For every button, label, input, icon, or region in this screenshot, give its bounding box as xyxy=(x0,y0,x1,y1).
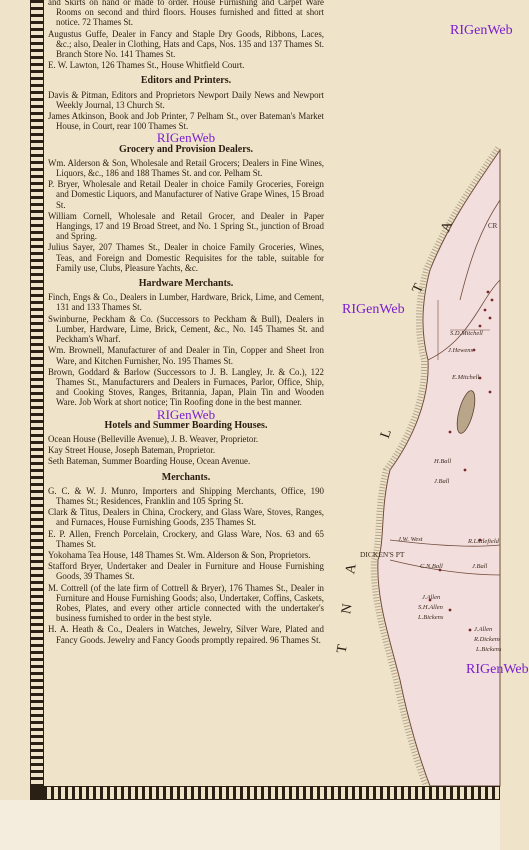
map-label: J.Hewens xyxy=(448,347,474,354)
section-continued xyxy=(48,0,324,70)
map-label: E.Mitchell xyxy=(452,374,480,381)
directory-entry: E. P. Allen, French Porcelain, Crockery, and Glass Ware, Nos. 63 and 65 Thames St. xyxy=(48,528,324,549)
directory-entry: Julius Sayer, 207 Thames St., Dealer in choice Family Groceries, Wines, Teas, and Foreign and Domestic Requisites for the table, suitable for Family use, Clubs, Pleasure Yachts, &c. xyxy=(48,242,324,273)
section-hotels xyxy=(48,421,324,467)
section-heading: Hardware Merchants. xyxy=(138,278,234,290)
section-editors-printers xyxy=(48,76,324,131)
directory-entry: H. A. Heath & Co., Dealers in Watches, Jewelry, Silver Ware, Plated and Fancy Goods. Jewelry and Fancy Goods promptly repaired. 96 Thames St. xyxy=(48,624,324,645)
section-hardware xyxy=(48,279,324,407)
watermark-map-top: RIGenWeb xyxy=(450,23,513,38)
map-label: S.D.Mitchell xyxy=(450,330,483,337)
directory-entry: G. C. & W. J. Munro, Importers and Shipping Merchants, Office, 190 Thames St.; Residences, Franklin and 105 Spring St. xyxy=(48,485,324,506)
ocean-letter: A xyxy=(343,560,361,576)
map-label: L.Bickens xyxy=(476,646,502,653)
directory-entry: Kay Street House, Joseph Bateman, Proprietor. xyxy=(48,445,216,456)
section-heading: Hotels and Summer Boarding Houses. xyxy=(104,419,268,431)
directory-entry: Yokohama Tea House, 148 Thames St. Wm. Alderson & Son, Proprietors. xyxy=(48,549,311,560)
ocean-letter: T xyxy=(409,279,428,296)
section-merchants xyxy=(48,473,324,645)
house-dot xyxy=(487,291,490,294)
directory-entry: Finch, Engs & Co., Dealers in Lumber, Hardware, Brick, Lime, and Cement, 131 and 133 Thames St. xyxy=(48,292,324,313)
house-dot xyxy=(469,629,472,632)
directory-entry: Brown, Goddard & Barlow (Successors to J. B. Langley, Jr. & Co.), 122 Thames St., Manufacturers and Dealers in Furnaces, Parlor, Office, Ship, and Cooking Stoves, Ranges, Britannia, Japan, Plain Tin and Wooden Ware. Job Work at short notice; Tin Roofing done in the best manner. xyxy=(48,366,324,408)
ocean-letter: T xyxy=(334,641,352,655)
map-label: C.N.Ball xyxy=(420,563,443,570)
watermark-text: RIGenWeb xyxy=(156,406,216,422)
map-label: J.W. West xyxy=(398,536,423,543)
house-dot xyxy=(479,325,482,328)
directory-entry: P. Bryer, Wholesale and Retail Dealer in choice Family Groceries, Foreign and Domestic Liquors, and Manufacturer of Native Grape Wines, 15 Broad St. xyxy=(48,179,324,210)
house-dot xyxy=(489,391,492,394)
page-margin-bottom xyxy=(0,800,500,850)
house-dot xyxy=(449,609,452,612)
map-label: J.Allen xyxy=(474,626,493,633)
section-heading: Editors and Printers. xyxy=(140,75,232,87)
map-label: L.Bickens xyxy=(418,614,444,621)
directory-entry: Augustus Guffe, Dealer in Fancy and Staple Dry Goods, Ribbons, Laces, &c.; also, Dealer in Clothing, Hats and Caps, Nos. 135 and 137 Thames St. Branch Store No. 141 Thames St. xyxy=(48,28,324,60)
directory-entry: Ocean House (Belleville Avenue), J. B. Weaver, Proprietor. xyxy=(48,433,259,444)
directory-entry: E. W. Lawton, 126 Thames St., House Whitfield Court. xyxy=(48,60,245,71)
directory-entry: William Cornell, Wholesale and Retail Grocer, and Dealer in Paper Hangings, 17 and 19 Broad Street, and No. 1 Spring St., junction of Broad and Spring. xyxy=(48,210,324,242)
directory-entry: Stafford Bryer, Undertaker and Dealer in Furniture and House Furnishing Goods, 39 Thames St. xyxy=(48,561,324,582)
directory-entry: Seth Bateman, Summer Boarding House, Ocean Avenue. xyxy=(48,456,251,467)
house-dot xyxy=(489,317,492,320)
map-label: J.Ball xyxy=(434,478,450,485)
section-heading: Merchants. xyxy=(161,471,211,483)
directory-entry: James Atkinson, Book and Job Printer, 7 Pelham St., over Bateman's Market House, in Court, rear 100 Thames St. xyxy=(48,111,324,132)
decorative-border-left xyxy=(30,0,44,800)
ocean-letter: N xyxy=(339,600,357,616)
map-label: R.Dickens xyxy=(474,636,501,643)
house-dot xyxy=(484,309,487,312)
point-label: DICKEN'S PT xyxy=(360,550,405,559)
section-heading: Grocery and Provision Dealers. xyxy=(118,143,254,155)
ocean-letter: A xyxy=(438,217,457,235)
map-label: H.Ball xyxy=(434,458,452,465)
map-label: CR xyxy=(488,222,498,230)
directory-entry: M. Cottrell (of the late firm of Cottrell & Bryer), 176 Thames St., Dealer in Furniture and House Furnishing Goods; also, Undertaker, Coffins, Caskets, Robes, Plates, and every other article connected with the undertaker's business furnished to order in the best style. xyxy=(48,582,324,624)
map-label: S.H.Allen xyxy=(418,604,443,611)
house-dot xyxy=(464,469,467,472)
border-corner xyxy=(30,786,44,800)
house-dot xyxy=(491,299,494,302)
business-directory xyxy=(48,0,324,646)
map-label: R.Littlefield xyxy=(468,538,499,545)
decorative-border-bottom xyxy=(30,786,500,800)
watermark-map-bottom: RIGenWeb xyxy=(466,662,529,677)
section-grocery xyxy=(48,145,324,273)
directory-entry: Clark & Titus, Dealers in China, Crockery, and Glass Ware, Stoves, Ranges, and Furnaces, House Furnishing Goods, 235 Thames St. xyxy=(48,507,324,528)
directory-entry: Swinburne, Peckham & Co. (Successors to Peckham & Bull), Dealers in Lumber, Hardware, Lime, Brick, Cement, &c., No. 145 Thames St. and Peckham's Wharf. xyxy=(48,313,324,345)
directory-entry: Wm. Brownell, Manufacturer of and Dealer in Tin, Copper and Sheet Iron Ware, and Kitchen Furnisher, No. 195 Thames St. xyxy=(48,345,324,366)
directory-entry: Davis & Pitman, Editors and Proprietors Newport Daily News and Newport Weekly Journal, 13 Church St. xyxy=(48,89,324,110)
watermark-text: RIGenWeb xyxy=(156,130,216,146)
directory-entry: Wm. Alderson & Son, Wholesale and Retail Grocers; Dealers in Fine Wines, Liquors, &c., 186 and 188 Thames St. and cor. Pelham St. xyxy=(48,157,324,179)
directory-entry: and Skirts on hand or made to order. House Furnishing and Carpet Ware Rooms on second and third floors. Houses furnished and fitted at short notice. 72 Thames St. xyxy=(48,0,324,28)
map-label: J.Allen xyxy=(422,594,441,601)
map-label: J.Ball xyxy=(472,563,488,570)
watermark-map-middle: RIGenWeb xyxy=(342,302,405,317)
house-dot xyxy=(449,431,452,434)
ocean-letter: L xyxy=(377,425,396,441)
